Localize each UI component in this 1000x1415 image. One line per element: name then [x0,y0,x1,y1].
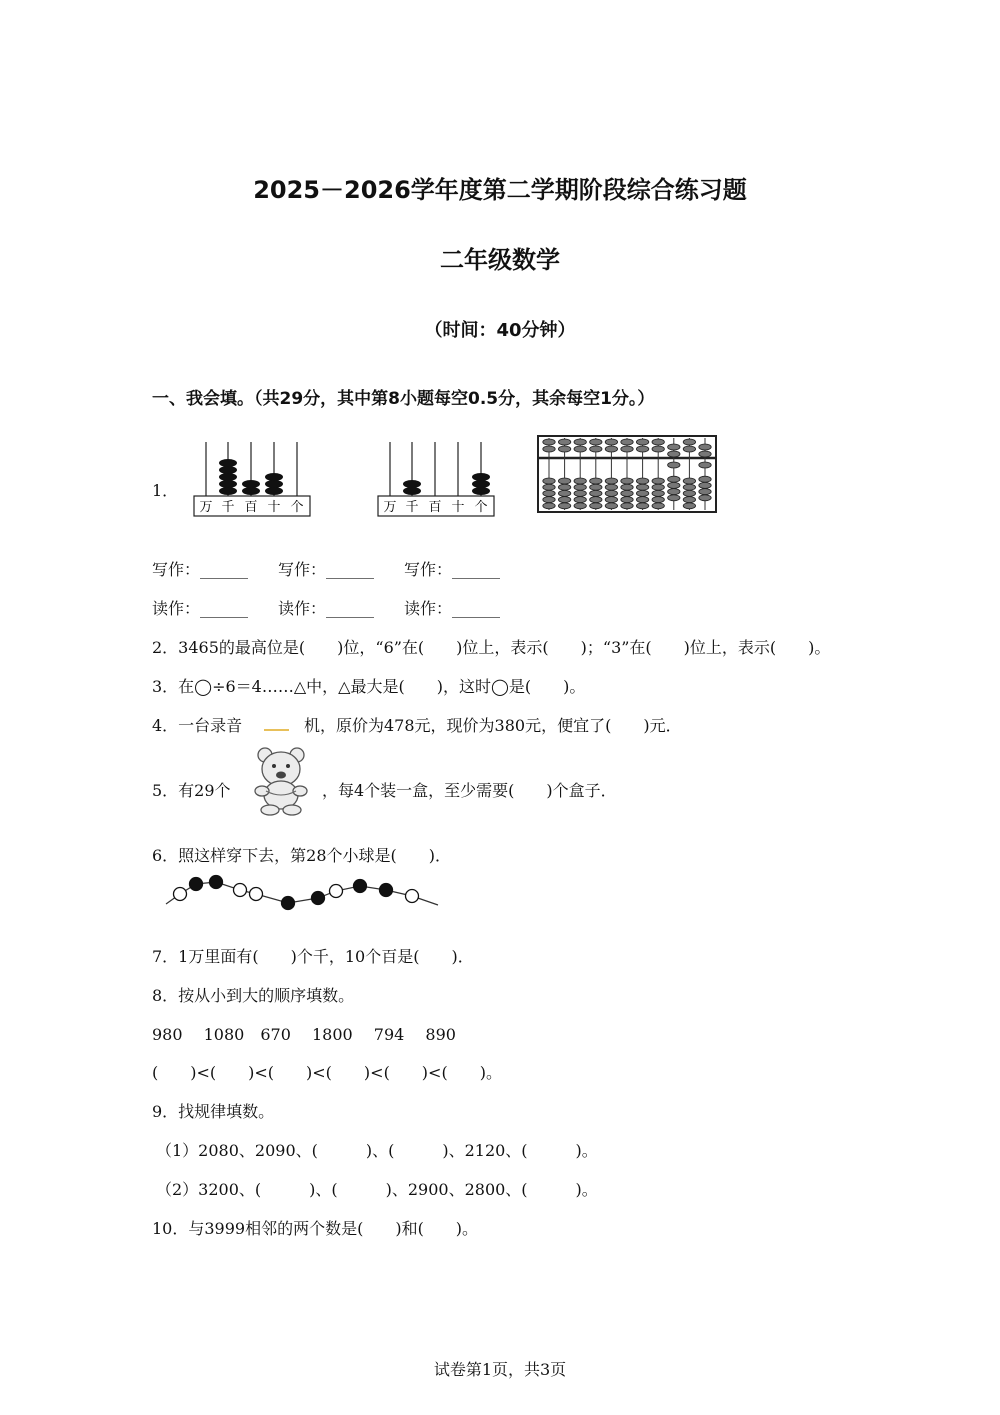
suanpan-bead [621,446,633,452]
page-footer: 试卷第1页，共3页 [433,1360,567,1379]
suanpan-bead [574,478,586,484]
question-5-suffix: ，每4个装一盒，至少需要( )个盒子． [322,781,617,800]
abacus-a-label-bai: 百 [244,500,258,515]
suanpan-bead [590,503,602,509]
exam-title: 2025－2026学年度第二学期阶段综合练习题 [253,176,747,204]
suanpan-bead [605,484,617,490]
suanpan-bead [558,439,570,445]
abacus-b-label-qian: 千 [405,500,419,515]
bead-white [174,888,187,901]
suanpan-bead [652,439,664,445]
bead-black [210,876,223,889]
suanpan-bead [636,497,648,503]
suanpan-bead [558,490,570,496]
abacus-a-label-qian: 千 [221,500,235,515]
suanpan-bead [668,489,680,495]
abacus-figure-a [190,436,315,520]
suanpan-bead [543,478,555,484]
suanpan-bead [683,439,695,445]
bead-black [380,884,393,897]
question-3: 3．在◯÷6＝4……△中，△最大是( )，这时◯是( )。 [152,677,586,696]
suanpan-bead [605,478,617,484]
suanpan-bead [699,451,711,457]
suanpan-bead [636,484,648,490]
suanpan-bead [543,439,555,445]
suanpan-bead [605,439,617,445]
suanpan-bead [574,490,586,496]
question-10: 10．与3999相邻的两个数是( )和( )。 [152,1219,479,1238]
suanpan-bead [543,490,555,496]
suanpan-bead [699,444,711,450]
suanpan-bead [590,497,602,503]
q1-write-1: 写作：______ [152,560,249,579]
suanpan-bead [652,484,664,490]
suanpan-bead [699,495,711,501]
question-5-prefix: 5．有29个 [152,781,231,800]
abacus-b-label-wan: 万 [383,500,397,515]
suanpan-bead [605,497,617,503]
bead-white [250,888,263,901]
q1-number: 1． [152,481,179,500]
suanpan-bead [574,503,586,509]
q8-blanks: ( )<( )<( )<( )<( )<( )。 [152,1063,502,1082]
question-4-prefix: 4．一台录音 [152,716,243,735]
suanpan-bead [683,446,695,452]
suanpan-bead [621,439,633,445]
bead-black [354,880,367,893]
suanpan-bead [590,478,602,484]
suanpan-bead [590,446,602,452]
suanpan-bead [652,478,664,484]
q1-write-2: 写作：______ [278,560,375,579]
suanpan-bead [652,503,664,509]
suanpan-bead [668,495,680,501]
question-4-suffix: 机，原价为478元，现价为380元，便宜了( )元． [304,716,682,735]
tape-recorder-image [262,720,292,734]
suanpan-bead [558,503,570,509]
suanpan-bead [636,503,648,509]
bead-black [190,878,203,891]
bead-black [282,897,295,910]
abacus-b-label-ge: 个 [474,500,488,515]
suanpan-bead [699,489,711,495]
q9-part-1: （1）2080、2090、( )、( )、2120、( )。 [156,1141,598,1160]
suanpan-bead [621,503,633,509]
suanpan-bead [574,439,586,445]
bead-string-figure [160,872,442,912]
section-heading: 一、我会填。（共29分，其中第8小题每空0.5分，其余每空1分。） [152,389,655,409]
bead-black [312,892,325,905]
suanpan-bead [668,462,680,468]
q1-read-1: 读作：______ [152,599,249,618]
question-8: 8．按从小到大的顺序填数。 [152,986,355,1005]
time-limit: （时间：40分钟） [424,320,576,341]
suanpan-bead [683,484,695,490]
suanpan-bead [605,490,617,496]
suanpan-bead [699,462,711,468]
suanpan-bead [605,503,617,509]
q8-numbers: 980 1080 670 1800 794 890 [152,1025,456,1044]
suanpan-bead [636,439,648,445]
question-6: 6．照这样穿下去，第28个小球是( )． [152,846,452,865]
suanpan-bead [543,446,555,452]
bead-white [330,885,343,898]
suanpan-bead [652,497,664,503]
abacus-a-label-ge: 个 [290,500,304,515]
suanpan-bead [621,497,633,503]
suanpan-bead [668,444,680,450]
suanpan-bead [683,497,695,503]
subject-title: 二年级数学 [440,246,560,274]
suanpan-bead [652,446,664,452]
bead-white [234,884,247,897]
teddy-bear-image [250,745,312,817]
suanpan-bead [543,484,555,490]
suanpan-bead [683,490,695,496]
suanpan-bead [543,497,555,503]
abacus-b-label-bai: 百 [428,500,442,515]
abacus-figure-b [374,436,499,520]
suanpan-bead [605,446,617,452]
suanpan-bead [574,484,586,490]
suanpan-bead [683,503,695,509]
suanpan-bead [590,484,602,490]
suanpan-bead [558,484,570,490]
suanpan-abacus [536,434,720,516]
suanpan-bead [699,482,711,488]
q9-part-2: （2）3200、( )、( )、2900、2800、( )。 [156,1180,598,1199]
suanpan-bead [590,490,602,496]
suanpan-bead [699,476,711,482]
bead-white [406,890,419,903]
suanpan-bead [574,446,586,452]
question-9: 9．找规律填数。 [152,1102,275,1121]
suanpan-bead [574,497,586,503]
suanpan-bead [668,482,680,488]
question-2: 2．3465的最高位是( )位，“6”在( )位上，表示( )；“3”在( )位上，表示( )。 [152,638,831,657]
question-7: 7．1万里面有( )个千，10个百是( )． [152,947,474,966]
suanpan-bead [668,451,680,457]
suanpan-bead [683,478,695,484]
suanpan-bead [558,446,570,452]
suanpan-bead [590,439,602,445]
q1-write-3: 写作：______ [404,560,501,579]
suanpan-bead [621,490,633,496]
suanpan-bead [636,490,648,496]
suanpan-bead [621,484,633,490]
suanpan-bead [543,503,555,509]
q1-read-2: 读作：______ [278,599,375,618]
suanpan-bead [621,478,633,484]
suanpan-bead [668,476,680,482]
suanpan-bead [652,490,664,496]
abacus-a-label-wan: 万 [199,500,213,515]
suanpan-bead [558,497,570,503]
suanpan-bead [636,446,648,452]
suanpan-bead [636,478,648,484]
abacus-b-label-shi: 十 [451,500,465,515]
abacus-a-label-shi: 十 [267,500,281,515]
suanpan-bead [558,478,570,484]
q1-read-3: 读作：______ [404,599,501,618]
